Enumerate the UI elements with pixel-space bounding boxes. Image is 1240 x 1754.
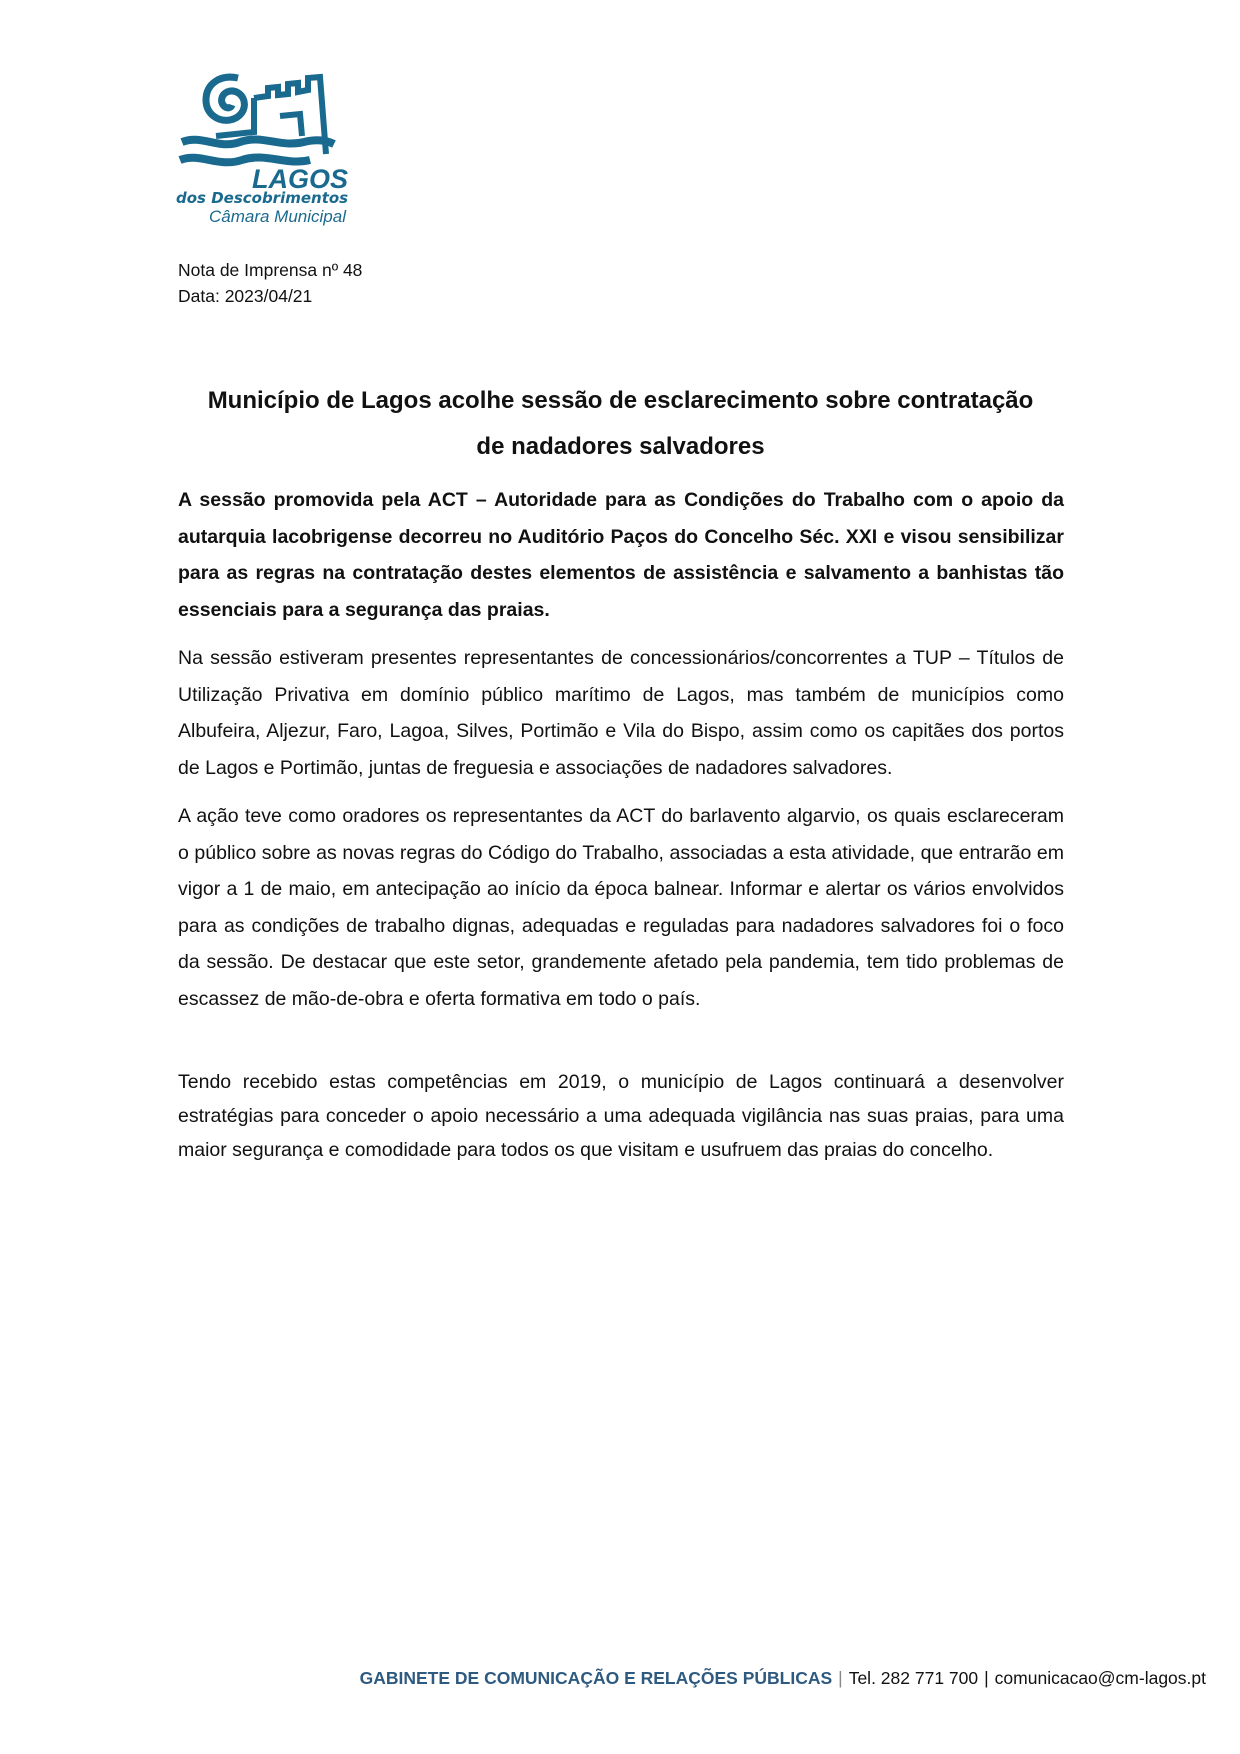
- municipality-logo: [176, 70, 356, 235]
- press-release-meta: [178, 257, 362, 309]
- lead-paragraph: A sessão promovida pela ACT – Autoridade para as Condições do Trabalho com o apoio da autarquia lacobrigense decorreu no Auditório Paços do Concelho Séc. XXI e visou sensibilizar para as regras na contratação destes elementos de assistência e salvamento a banhistas tão essenciais para a segurança das praias.: [178, 489, 1064, 621]
- release-date: Data: 2023/04/21: [178, 286, 313, 306]
- note-number: Nota de Imprensa nº 48: [178, 260, 363, 280]
- footer-separator: |: [838, 1668, 843, 1688]
- page-title: [178, 378, 1063, 470]
- title-line-2: de nadadores salvadores: [476, 433, 765, 460]
- logo-subtitle: dos Descobrimentos: [176, 189, 349, 207]
- title-line-1: Município de Lagos acolhe sessão de esclarecimento sobre contratação: [207, 387, 1034, 414]
- footer-org: GABINETE DE COMUNICAÇÃO E RELAÇÕES PÚBLICAS: [359, 1668, 833, 1688]
- body-paragraph-3: Tendo recebido estas competências em 2019, o município de Lagos continuará a desenvolver estratégias para conceder o apoio necessário a uma adequada vigilância nas suas praias, para uma maior segurança e comodidade para todos os que visitam e usufruem das praias do concelho.: [178, 1071, 1064, 1161]
- footer: [360, 1668, 1206, 1689]
- footer-phone: Tel. 282 771 700: [848, 1668, 979, 1688]
- footer-separator: |: [984, 1668, 989, 1688]
- logo-name: LAGOS: [252, 164, 349, 194]
- logo-institution: Câmara Municipal: [209, 207, 346, 226]
- body-paragraph-2: A ação teve como oradores os representantes da ACT do barlavento algarvio, os quais esclareceram o público sobre as novas regras do Código do Trabalho, associadas a esta atividade, que entrarão em vigor a 1 de maio, em antecipação ao início da época balnear. Informar e alertar os vários envolvidos para as condições de trabalho dignas, adequadas e reguladas para nadadores salvadores foi o foco da sessão. De destacar que este setor, grandemente afetado pela pandemia, tem tido problemas de escassez de mão-de-obra e oferta formativa em todo o país.: [178, 805, 1064, 1010]
- body-paragraph-1: Na sessão estiveram presentes representantes de concessionários/concorrentes a TUP – Títulos de Utilização Privativa em domínio público marítimo de Lagos, mas também de municípios como Albufeira, Aljezur, Faro, Lagoa, Silves, Portimão e Vila do Bispo, assim como os capitães dos portos de Lagos e Portimão, juntas de freguesia e associações de nadadores salvadores.: [178, 647, 1064, 779]
- footer-email: comunicacao@cm-lagos.pt: [994, 1668, 1206, 1688]
- lagos-emblem-icon: [176, 70, 356, 170]
